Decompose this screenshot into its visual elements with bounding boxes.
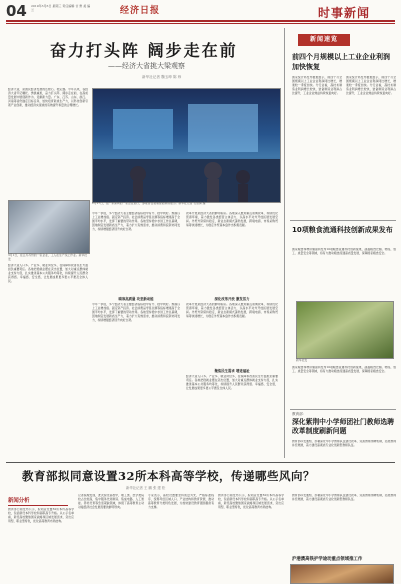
left-photo-caption: 3月1日，在江苏苏州的一家企业，工人在生产线上作业。新华社发 [8, 253, 88, 261]
bottom-article-column-1: 教育部日前发布公示，拟同意设置32所本科高等学校，包括新设本科学校和高职高专升格。从公示名单看，新设高校聚焦国家战略和区域发展需求，突出应用型、职业型特色，优化高等教育布局结构。 [8, 508, 74, 523]
subtitle-1: 瞄准高质量 攻坚新动能 [118, 297, 154, 301]
main-byline: 新华社记者 魏玉坤 陈 炜 [142, 75, 182, 79]
sidebar-story-2-text-cont: 国家粮食和物资储备局发布10项粮食流通科技创新成果，涵盖粮食仓储、物流、加工、质量安全等领域，将有力推动粮食流通高质量发展，保障国家粮食安全。 [292, 366, 396, 373]
sidebar-story-2-text: 国家粮食和物资储备局发布10项粮食流通科技创新成果，涵盖粮食仓储、物流、加工、质量安全等领域，将有力推动粮食流通高质量发展，保障国家粮食安全。 [292, 248, 396, 255]
issue-date: 2019年3月6日 星期三 责任编辑 甘 勇 美 编 兰 [31, 4, 91, 12]
bottom-article-column-4: 教育部日前发布公示，拟同意设置32所本科高等学校，包括新设本科学校和高职高专升格。从公示名单看，新设高校聚焦国家战略和区域发展需求，突出应用型、职业型特色，优化高等教育布局结构。 [218, 494, 284, 509]
main-article-column-2: 今年一季度，多个经济大省主要经济指标稳中有升、稳中向好。规模以上工业增加值、固定资产投资、社会消费品零售总额等指标增速高于全国平均水平，发挥了重要的带动作用。各地坚持稳中求进工作总基调，因地制宜发展新质生产力，着力扩大有效需求，推动消费和投资协同发力，持续增强经济回升向好态势。 [92, 212, 180, 231]
sidebar-story-1-text-b: 国家统计局发布数据显示，前四个月全国规模以上工业企业利润同比增长，增速较一季度加快。分行业看，高技术制造业利润增长较快，装备制造业利润占比提升，工业企业效益持续恢复向好。 [346, 76, 396, 95]
news-analysis-tag: 新闻分析 [8, 496, 68, 506]
sidebar-story-3-text: 教育部印发通知，部署深化中小学教师队伍建设改革，完善教师选聘机制，拓宽教师补充渠道，着力建设高素质专业化创新型教师队伍。 [292, 440, 396, 447]
page-number: 04 [6, 2, 27, 20]
sidebar-photo [296, 301, 394, 359]
column-divider [284, 28, 285, 458]
main-headline: 奋力打头阵 阔步走在前 [50, 41, 238, 60]
subtitle-3: 聚焦民生需求 增进福祉 [214, 369, 250, 373]
bottom-headline: 教育部拟同意设置32所本科高等学校，传递哪些风向？ [22, 469, 316, 483]
sidebar-story-2-title: 10项粮食流通科技创新成果发布 [292, 226, 393, 234]
sidebar-story-3-title: 深化紫荆中小学师团社门教师选聘改革制度刷新问题 [292, 418, 394, 435]
sidebar-tag: 新闻速览 [298, 34, 350, 46]
bottom-article-column-3: 专家表示，高校设置要坚持质量为先，严格标准程序，统筹考虑区域人口、产业结构和教育资源，推动高等教育分类特色发展，为加快建设教育强国提供有力支撑。 [148, 494, 214, 509]
section-title: 时事新闻 [318, 6, 371, 20]
sidebar-story-3-text-cont: 教育部印发通知，部署深化中小学教师队伍建设改革，完善教师选聘机制，拓宽教师补充渠道，着力建设高素质专业化创新型教师队伍。 [292, 494, 396, 501]
main-article-column-7: 经济大省人口多、产业多、就业岗位多，在保障和改善民生方面担负重要责任。各地把稳就业摆在突出位置，加大对重点群体就业支持力度，扎实推进基本公共服务均等化，持续提升人民群众获得感、幸福感、安全感，让发展成果更多更公平惠及全体人民。 [186, 375, 278, 390]
main-article-column-5: 今年一季度，多个经济大省主要经济指标稳中有升、稳中向好。规模以上工业增加值、固定资产投资、社会消费品零售总额等指标增速高于全国平均水平，发挥了重要的带动作用。各地坚持稳中求进工作总基调，因地制宜发展新质生产力，着力扩大有效需求，推动消费和投资协同发力，持续增强经济回升向好态势。 [92, 303, 180, 322]
main-article-column-1: 经济大省，是国民经济发展的压舱石、稳定器。今年以来，各经济大省牢记嘱托、勇挑重担，奋力打头阵、阔步走在前，在高质量发展中展现新作为、贡献新力量。广东、江苏、山东、浙江、河南等省份锚定目标任务，加快培育新质生产力，以科技创新引领产业创新，推动经济实现质的有效提升和量的合理增长。 [8, 88, 88, 107]
sidebar-story-1-text-a: 国家统计局发布数据显示，前四个月全国规模以上工业企业利润同比增长，增速较一季度加快。分行业看，高技术制造业利润增长较快，装备制造业利润占比提升，工业企业效益持续恢复向好。 [292, 76, 342, 95]
bottom-divider [6, 462, 395, 463]
bottom-article-column-2: 记者梳理发现，此次拟设高校中，理工类、医学类院校占比较高，集中服务先进制造、集成电路、人工智能、养老托育等急需紧缺领域，体现了高等教育主动对接经济社会发展需要的鲜明导向。 [78, 494, 144, 509]
sidebar-divider-2 [290, 409, 396, 410]
sidebar-story-1-title: 前四个月规模以上工业企业利润加快恢复 [292, 53, 390, 71]
newspaper-logo: 经济日报 [120, 6, 161, 16]
bottom-byline: 新华社记者 王 鹏 张 建 松 [126, 486, 166, 490]
sidebar-story-3-kicker: 教育部： [292, 412, 307, 416]
main-article-column-4: 经济大省人口多、产业多、就业岗位多，在保障和改善民生方面担负重要责任。各地把稳就业摆在突出位置，加大对重点群体就业支持力度，扎实推进基本公共服务均等化，持续提升人民群众获得感、幸福感、安全感，让发展成果更多更公平惠及全体人民。 [8, 264, 88, 283]
header-rule [6, 20, 395, 22]
subtitle-2: 深化改革开放 激发活力 [214, 297, 250, 301]
sidebar-divider-1 [290, 220, 396, 221]
photo-scene [93, 89, 280, 202]
main-photo-caption: 2月27日，在广东深圳的一家企业展厅，参观者在观看智能制造展示。新华社记者 毛思倩 摄 [92, 201, 206, 205]
main-subhead: ——经济大省挑大梁观察 [108, 62, 185, 70]
header-rule-thin [6, 23, 395, 24]
sidebar-bottom-title: 沪港澳高铁护学途动重点领域推工作 [292, 557, 363, 562]
main-article-column-6: 改革开放是经济大省的鲜明标识。各地深入推进重点领域改革，持续优化营商环境，着力激发各类经营主体活力，以高水平对外开放拓展发展空间。外贸外资保持稳定，新业态新模式蓬勃发展，跨境电商、市场采购贸易等快速增长，为稳定外贸基本盘作出积极贡献。 [186, 303, 278, 318]
main-article-column-3: 改革开放是经济大省的鲜明标识。各地深入推进重点领域改革，持续优化营商环境，着力激发各类经营主体活力，以高水平对外开放拓展发展空间。外贸外资保持稳定，新业态新模式蓬勃发展，跨境电商、市场采购贸易等快速增长，为稳定外贸基本盘作出积极贡献。 [186, 212, 278, 227]
left-photo [8, 200, 90, 254]
sidebar-photo-caption: 新华社发 [296, 358, 308, 362]
sidebar-bottom-photo [290, 564, 394, 584]
main-photo [92, 88, 281, 203]
